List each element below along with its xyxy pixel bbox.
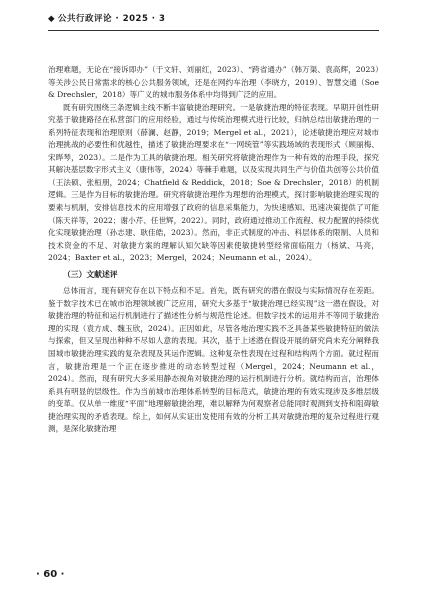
paragraph: 既有研究围绕三条逻辑主线不断丰富敏捷治理研究。一是敏捷治理的特征表现。早期开创性研究基于敏捷路径在私营部门的应用经验，通过与传统治理模式进行比较，归纳总结出敏捷治理的一系列特征表现和治理原则（薛澜、赵静，2019；Mergel et al.，2021），论述敏捷治理应对城市治理挑战的必要性和优越性，描述了敏捷治理要求在“一网统管”等实践场域的表现形式（顾丽梅、宋晔琴，2023）。二是作为工具的敏捷治理。相关研究将敏捷治理作为一种有效的治理手段，探究其解决基层数字形式主义（康伟等，2024）等棘手难题，以及实现共同生产与价值共创等公共价值（王法硕、张桓朋，2024；Chatfield & Reddick，2018；Soe & Drechsler，2018）的机制逻辑。三是作为目标的敏捷治理。研究将敏捷治理作为理想的治理模式，探讨影响敏捷治理实现的要素与机制，安排信息技术的应用增强了政府的信息采集能力，为快速感知、迅速决策提供了可能（陈天祥等，2022；谢小芹、任世辉，2022）。同时，政府通过推动工作流程、权力配置的持续优化实现敏捷治理（孙志建、耿佳皓，2023）。然而，非正式制度的冲击、科层体系的限制、人员和技术资金的不足、对敏捷方案的理解认知欠缺等因素使敏捷转型经常面临阻力（杨斌、马亮，2024；Baxter et al.，2023；Mergel，2024；Neumann et al.，2024）。: [48, 102, 380, 263]
paragraph: 治理难题，无论在“接诉即办”（于文轩、刘丽红，2023）、“跨省通办”（韩万渠、袁高辉，2023）等关涉公民日常需求的核心公共服务领域，还是在网约车治理（李晓方，2019）、智慧交通（Soe & Drechsler，2018）等广义的城市服务体系中均得到广泛的应用。: [48, 65, 379, 100]
paragraph: 总体而言，现有研究存在以下特点和不足。首先，既有研究的潜在假设与实际情况存在差距。鉴于数字技术已在城市治理领域被广泛应用，研究大多基于“敏捷治理已经实现”这一潜在假设，对敏捷治理的特征和运行机制进行了描述性分析与规范性论述。但数字技术的运用并不等同于敏捷治理的实现（袁方成、魏玉欣，2024）。正因如此，尽管各地治理实践不乏具备某些敏捷特征的做法与探索，但又呈现出种种不尽如人意的表现。其次，基于上述潜在假设开展的研究尚未充分阐释我国城市敏捷治理实践的复杂表现及其运作逻辑。这种复杂性表现在过程和结构两个方面。就过程而言，敏捷治理是一个正在逐步推进的动态转型过程（Mergel，2024；Neumann et al.，2024）。然而，现有研究大多采用静态视角对敏捷治理的运行机制进行分析。就结构而言，治理体系具有明显的层级性。作为当前城市治理体系转型的目标范式，敏捷治理的有效实现涉及多维层级的变革。仅从单一维度“平面”地理解敏捷治理，难以解释为何观察者总能同时观测到支持和阻碍敏捷治理实现的矛盾表现。综上，如何从实证出发使用有效的分析工具对敏捷治理的复杂过程进行观测，是深化敏捷治理: [48, 286, 379, 434]
section-heading: （三）文献述评: [63, 269, 118, 279]
journal-title: 公共行政评论 · 2025 · 3: [58, 14, 166, 24]
diamond-icon: ◆: [48, 14, 56, 24]
page-number: · 60 ·: [36, 569, 65, 580]
header-rule: [48, 30, 379, 31]
running-header: [48, 12, 165, 24]
article-body: [48, 64, 379, 436]
